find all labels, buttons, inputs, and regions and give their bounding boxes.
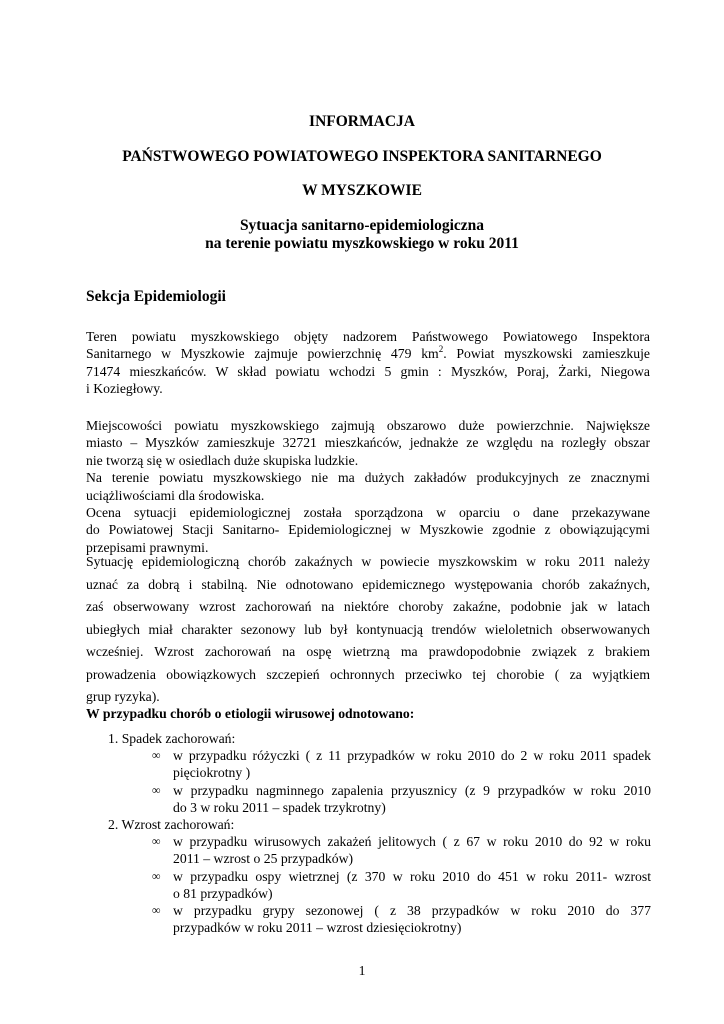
infinity-bullet-icon: ∞: [152, 783, 161, 797]
list-line: w przypadku wirusowych zakażeń jelitowych ( z 67 w roku 2010 do 92 w roku: [173, 834, 651, 849]
paragraph-line: przepisami prawnymi.: [86, 539, 209, 555]
list-line: w przypadku różyczki ( z 11 przypadków w roku 2010 do 2 w roku 2011 spadek: [173, 748, 651, 763]
paragraph-localities: [86, 417, 650, 556]
paragraph-line: wcześniej. Wzrost zachorowań na ospę wietrzną ma prawdopodobnie związek z brakiem: [86, 644, 650, 659]
list-item-label: 2. Wzrost zachorowań:: [108, 817, 235, 832]
list-line: 2011 – wzrost o 25 przypadków): [173, 851, 354, 867]
list-line: o 81 przypadków): [173, 886, 273, 902]
list-item: [173, 868, 651, 902]
text-fragment: . Powiat myszkowski zamieszkuje: [443, 346, 650, 362]
section-title: Sekcja Epidemiologii: [86, 288, 226, 305]
infinity-bullet-icon: ∞: [152, 869, 161, 883]
paragraph-line: [86, 345, 650, 362]
paragraph-line: miasto – Myszków zamieszkuje 32721 mieszkańców, jednakże ze względu na rozległy obszar: [86, 435, 650, 451]
text-fragment: Sanitarnego w Myszkowie zajmuje powierzchnię 479 km: [86, 346, 439, 362]
paragraph-territory: [86, 328, 650, 398]
paragraph-line: uznać za dobrą i stabilną. Nie odnotowano epidemicznego występowania chorób zakaźnych,: [86, 576, 650, 592]
subtitle-line-2: na terenie powiatu myszkowskiego w roku 2011: [205, 235, 519, 252]
paragraph-line: prowadzenia obowiązkowych szczepień ochronnych przeciwko tej chorobie ( za wyjątkiem: [86, 666, 650, 682]
paragraph-line: Teren powiatu myszkowskiego objęty nadzorem Państwowego Powiatowego Inspektora: [86, 329, 650, 344]
page-number: 1: [358, 963, 366, 978]
header-location: W MYSZKOWIE: [302, 182, 422, 199]
subtitle-line-1: Sytuacja sanitarno-epidemiologiczna: [239, 217, 485, 234]
list-item: [173, 782, 651, 816]
list-line: w przypadku nagminnego zapalenia przyusznicy (z 9 przypadków w roku 2010: [173, 783, 651, 798]
viral-diseases-heading: W przypadku chorób o etiologii wirusowej odnotowano:: [86, 706, 415, 721]
list-item: [173, 833, 651, 867]
list-item-label: 1. Spadek zachorowań:: [108, 731, 236, 746]
list-line: przypadków w roku 2011 – wzrost dziesięciokrotny): [173, 920, 462, 936]
paragraph-line: Na terenie powiatu myszkowskiego nie ma dużych zakładów produkcyjnych ze znacznymi: [86, 470, 650, 486]
paragraph-line: i Koziegłowy.: [86, 381, 163, 397]
infinity-bullet-icon: ∞: [152, 903, 161, 917]
paragraph-line: Ocena sytuacji epidemiologicznej została sporządzona w oparciu o dane przekazywane: [86, 505, 650, 521]
header-title: INFORMACJA: [309, 113, 415, 130]
list-line: w przypadku grypy sezonowej ( z 38 przypadków w roku 2010 do 377: [173, 903, 651, 918]
paragraph-line: 71474 mieszkańców. W skład powiatu wchodzi 5 gmin : Myszków, Poraj, Żarki, Niegowa: [86, 363, 650, 379]
list-line: w przypadku ospy wietrznej (z 370 w roku 2010 do 451 w roku 2011- wzrost: [173, 869, 651, 884]
paragraph-line: uciążliwościami dla środowiska.: [86, 487, 265, 503]
paragraph-line: Miejscowości powiatu myszkowskiego zajmują obszarowo duże powierzchnie. Największe: [86, 418, 650, 433]
superscript: 2: [438, 344, 444, 355]
list-item: [173, 902, 651, 936]
paragraph-line: Sytuację epidemiologiczną chorób zakaźnych w powiecie myszkowskim w roku 2011 należy: [86, 554, 650, 569]
paragraph-line: nie tworzą się w osiedlach duże skupiska ludzkie.: [86, 452, 359, 468]
paragraph-line: grup ryzyka).: [86, 689, 160, 704]
list-line: do 3 w roku 2011 – spadek trzykrotny): [173, 800, 386, 816]
infinity-bullet-icon: ∞: [152, 834, 161, 848]
list-item: [173, 747, 651, 781]
paragraph-line: ubiegłych miał charakter sezonowy lub był kontynuacją trendów wieloletnich obserwowanych: [86, 621, 650, 637]
header-institution: PAŃSTWOWEGO POWIATOWEGO INSPEKTORA SANITARNEGO: [122, 148, 602, 165]
paragraph-line: do Powiatowej Stacji Sanitarno- Epidemiologicznej w Myszkowie zgodnie z obowiązującymi: [86, 522, 650, 538]
infinity-bullet-icon: ∞: [152, 748, 161, 762]
list-line: pięciokrotny ): [173, 765, 251, 781]
paragraph-line: zaś obserwowany wzrost zachorowań na niektóre choroby zakaźne, podobnie jak w latach: [86, 599, 650, 614]
paragraph-assessment: [86, 551, 650, 709]
